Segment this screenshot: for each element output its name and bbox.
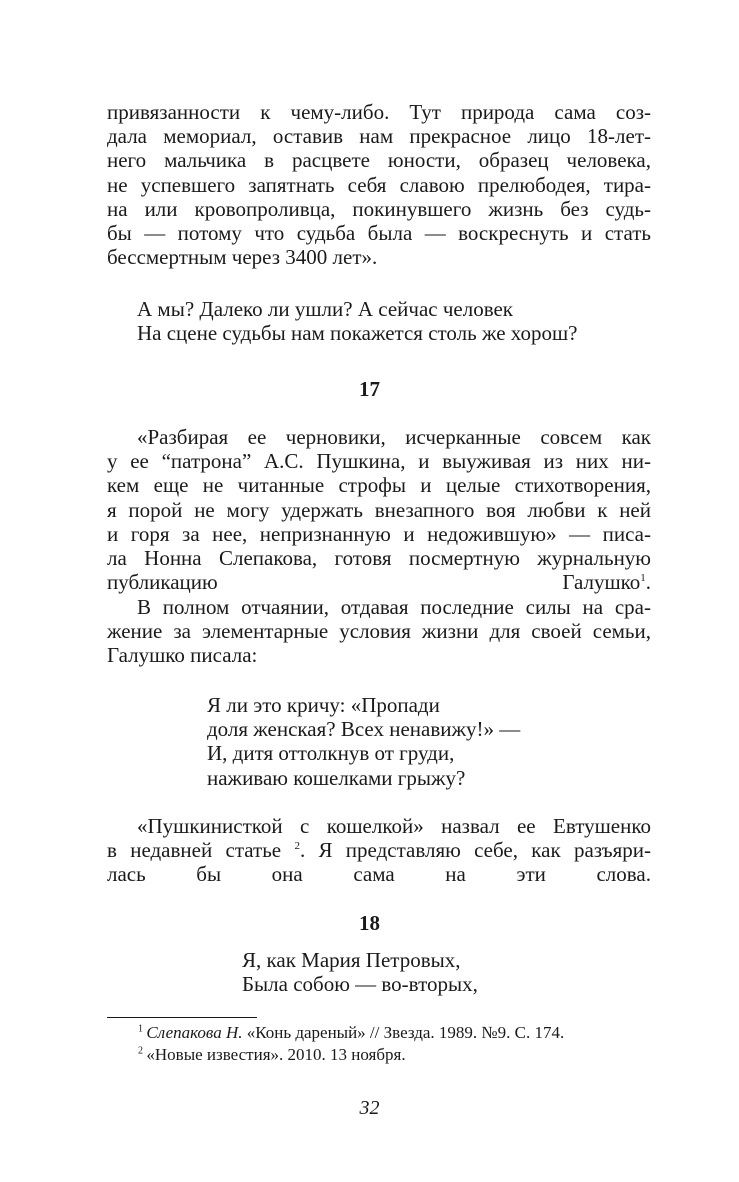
footnote-ref-1[interactable]: 1 bbox=[640, 572, 646, 585]
text-line bbox=[107, 570, 651, 594]
text-line: не успевшего запятнать себя славою прелюбодея, тира- bbox=[107, 172, 651, 197]
text-fragment: . bbox=[645, 570, 651, 595]
text-line: кем еще не читанные строфы и целые стихотворения, bbox=[107, 473, 651, 498]
text-line: у ее “патрона” А.С. Пушкина, и выуживая из них ни- bbox=[107, 449, 651, 474]
verse-line: А мы? Далеко ли ушли? А сейчас человек bbox=[137, 297, 514, 321]
text-line: ла Нонна Слепакова, готовя посмертную журнальную bbox=[107, 546, 651, 571]
footnote-divider bbox=[107, 1017, 257, 1018]
footnote-text: «Новые известия». 2010. 13 ноября. bbox=[146, 1045, 406, 1064]
text-line: него мальчика в расцвете юности, образец человека, bbox=[107, 148, 651, 173]
paragraph-3 bbox=[107, 595, 651, 668]
verse-quote-3 bbox=[242, 948, 478, 996]
verse-line: наживаю кошелками грыжу? bbox=[207, 765, 466, 790]
footnote-number: 2 bbox=[138, 1045, 143, 1057]
text-fragment: в недавней статье bbox=[107, 838, 295, 863]
text-line: и горя за нее, непризнанную и недожившую» — писа- bbox=[107, 521, 651, 546]
text-line: В полном отчаянии, отдавая последние силы на сра- bbox=[137, 595, 651, 619]
text-line: я порой не могу удержать внезапного воя любви к ней bbox=[107, 497, 651, 522]
verse-line: доля женская? Всех ненавижу!» — bbox=[207, 717, 521, 742]
text-line: жение за элементарные условия жизни для своей семьи, bbox=[107, 619, 651, 644]
footnote-2 bbox=[138, 1045, 406, 1065]
footnote-ref-2[interactable]: 2 bbox=[294, 840, 300, 853]
text-line: бессмертным через 3400 лет». bbox=[107, 245, 378, 270]
text-fragment: публикацию Галушко bbox=[107, 570, 641, 595]
footnote-text: «Конь дареный» // Звезда. 1989. №9. С. 174. bbox=[242, 1023, 565, 1042]
paragraph-4 bbox=[107, 814, 651, 887]
verse-quote-2 bbox=[207, 693, 520, 790]
verse-quote-1 bbox=[137, 297, 577, 345]
verse-line: И, дитя оттолкнув от груди, bbox=[207, 741, 455, 766]
verse-line: Была собою — во-вторых, bbox=[242, 972, 478, 997]
text-fragment: . Я представляю себе, как разъяри- bbox=[299, 838, 651, 863]
footnote-1 bbox=[138, 1023, 564, 1043]
text-line: бы — потому что судьба была — воскреснуть и стать bbox=[107, 221, 651, 246]
page-number: 32 bbox=[359, 1097, 380, 1119]
text-line: привязанности к чему-либо. Тут природа сама соз- bbox=[107, 100, 651, 124]
text-line: лась бы она сама на эти слова. bbox=[107, 862, 651, 887]
text-line: дала мемориал, оставив нам прекрасное лицо 18-лет- bbox=[107, 124, 651, 149]
footnote-author: Слепакова Н. bbox=[146, 1023, 243, 1042]
verse-line: Я ли это кричу: «Пропади bbox=[207, 693, 440, 717]
text-line: «Разбирая ее черновики, исчерканные совсем как bbox=[137, 425, 651, 449]
verse-line: На сцене судьбы нам покажется столь же хорош? bbox=[137, 321, 578, 346]
text-line bbox=[107, 838, 651, 862]
paragraph-1 bbox=[107, 100, 651, 269]
text-line: «Пушкинисткой с кошелкой» назвал ее Евтушенко bbox=[137, 814, 651, 838]
section-number-18: 18 bbox=[359, 911, 380, 935]
paragraph-2 bbox=[107, 425, 651, 594]
section-number-17: 17 bbox=[359, 377, 380, 401]
text-line: Галушко писала: bbox=[107, 643, 258, 668]
verse-line: Я, как Мария Петровых, bbox=[242, 948, 461, 972]
footnote-number: 1 bbox=[138, 1023, 143, 1035]
text-line: на или кровопроливца, покинувшего жизнь без судь- bbox=[107, 196, 651, 221]
